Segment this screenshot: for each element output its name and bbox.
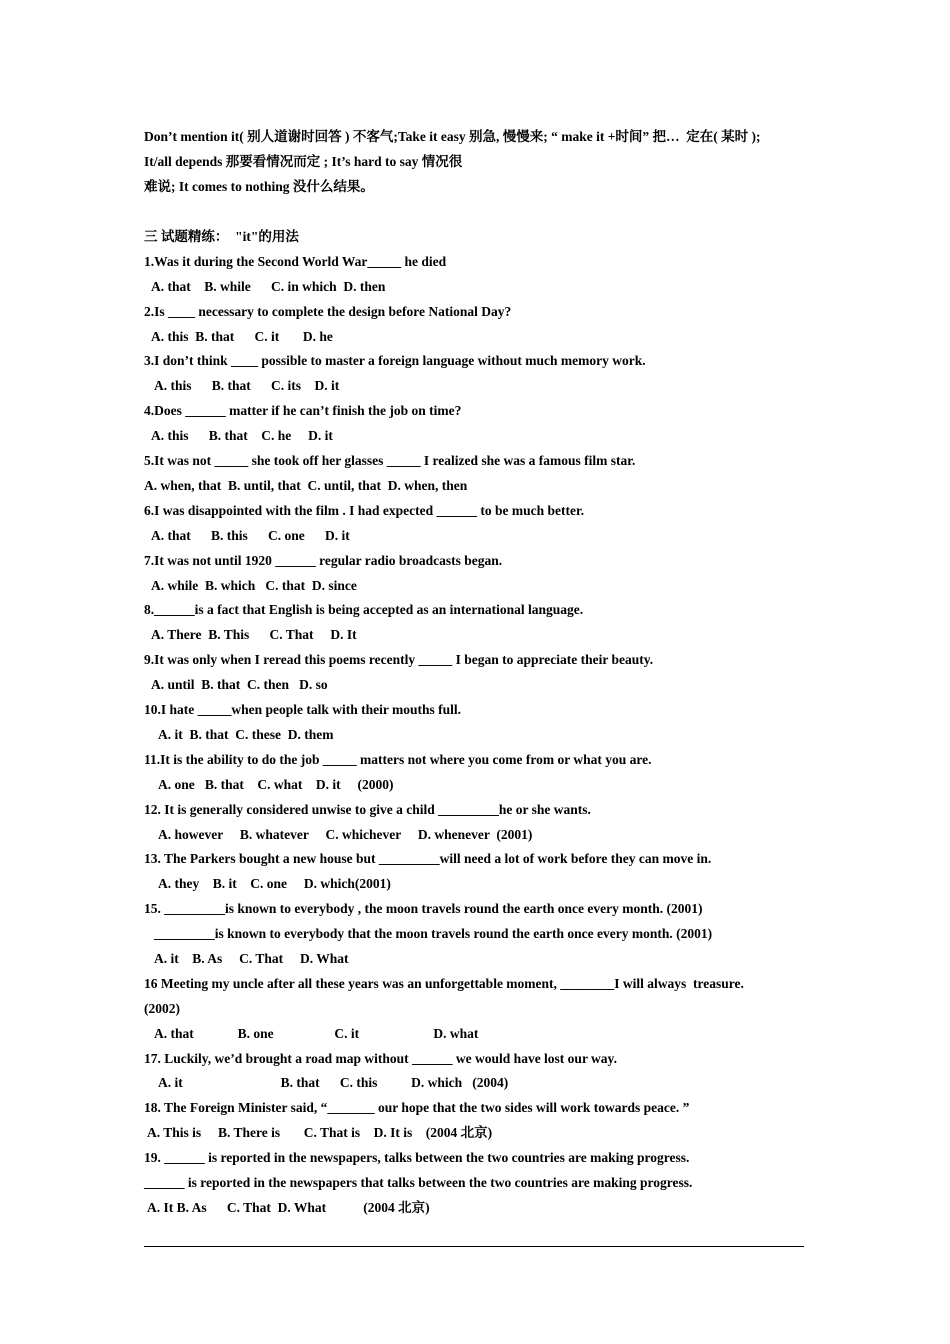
options-9: A. until B. that C. then D. so bbox=[151, 677, 328, 692]
question-15a: 15. _________is known to everybody , the moon travels round the earth once every month. (2001) bbox=[144, 901, 703, 916]
question-6: 6.I was disappointed with the film . I had expected ______ to be much better. bbox=[144, 503, 585, 518]
options-18: A. This is B. There is C. That is D. It is (2004 北京) bbox=[147, 1125, 493, 1140]
options-1: A. that B. while C. in which D. then bbox=[151, 279, 386, 294]
options-11: A. one B. that C. what D. it (2000) bbox=[158, 777, 394, 792]
options-17: A. it B. that C. this D. which (2004) bbox=[158, 1075, 509, 1090]
footer-rule bbox=[144, 1246, 804, 1247]
question-8: 8.______is a fact that English is being accepted as an international language. bbox=[144, 602, 584, 617]
intro-line-3: 难说; It comes to nothing 没什么结果。 bbox=[144, 179, 374, 194]
question-16-year: (2002) bbox=[144, 1001, 180, 1016]
question-3: 3.I don’t think ____ possible to master a foreign language without much memory work. bbox=[144, 353, 646, 368]
options-8: A. There B. This C. That D. It bbox=[151, 627, 357, 642]
question-19a: 19. ______ is reported in the newspapers, talks between the two countries are making progress. bbox=[144, 1150, 690, 1165]
question-19b: ______ is reported in the newspapers that talks between the two countries are making progress. bbox=[144, 1175, 693, 1190]
question-18: 18. The Foreign Minister said, “_______ our hope that the two sides will work towards peace. ” bbox=[144, 1100, 690, 1115]
question-7: 7.It was not until 1920 ______ regular radio broadcasts began. bbox=[144, 553, 503, 568]
question-4: 4.Does ______ matter if he can’t finish the job on time? bbox=[144, 403, 462, 418]
options-6: A. that B. this C. one D. it bbox=[151, 528, 350, 543]
options-3: A. this B. that C. its D. it bbox=[154, 378, 340, 393]
options-16: A. that B. one C. it D. what bbox=[154, 1026, 479, 1041]
options-15: A. it B. As C. That D. What bbox=[154, 951, 349, 966]
options-13: A. they B. it C. one D. which(2001) bbox=[158, 876, 391, 891]
options-7: A. while B. which C. that D. since bbox=[151, 578, 357, 593]
question-5: 5.It was not _____ she took off her glasses _____ I realized she was a famous film star. bbox=[144, 453, 636, 468]
question-10: 10.I hate _____when people talk with their mouths full. bbox=[144, 702, 462, 717]
question-13: 13. The Parkers bought a new house but _________will need a lot of work before they can move in. bbox=[144, 851, 712, 866]
question-2: 2.Is ____ necessary to complete the design before National Day? bbox=[144, 304, 512, 319]
question-15b: _________is known to everybody that the moon travels round the earth once every month. (2001) bbox=[154, 926, 713, 941]
options-5: A. when, that B. until, that C. until, that D. when, then bbox=[144, 478, 468, 493]
section-title: 三 试题精练： "it"的用法 bbox=[144, 229, 299, 244]
intro-line-1: Don’t mention it( 别人道谢时回答 ) 不客气;Take it easy 别急, 慢慢来; “ make it +时间” 把… 定在( 某时 ); bbox=[144, 129, 761, 144]
options-19: A. It B. As C. That D. What (2004 北京) bbox=[147, 1200, 430, 1215]
options-12: A. however B. whatever C. whichever D. whenever (2001) bbox=[158, 827, 533, 842]
options-10: A. it B. that C. these D. them bbox=[158, 727, 334, 742]
intro-line-2: It/all depends 那要看情况而定 ; It’s hard to say 情况很 bbox=[144, 154, 463, 169]
question-1: 1.Was it during the Second World War_____ he died bbox=[144, 254, 447, 269]
question-11: 11.It is the ability to do the job _____ matters not where you come from or what you are. bbox=[144, 752, 652, 767]
options-4: A. this B. that C. he D. it bbox=[151, 428, 333, 443]
question-9: 9.It was only when I reread this poems recently _____ I began to appreciate their beauty. bbox=[144, 652, 654, 667]
options-2: A. this B. that C. it D. he bbox=[151, 329, 333, 344]
question-12: 12. It is generally considered unwise to give a child _________he or she wants. bbox=[144, 802, 591, 817]
question-17: 17. Luckily, we’d brought a road map without ______ we would have lost our way. bbox=[144, 1051, 617, 1066]
question-16: 16 Meeting my uncle after all these years was an unforgettable moment, ________I will always treasure. bbox=[144, 976, 744, 991]
